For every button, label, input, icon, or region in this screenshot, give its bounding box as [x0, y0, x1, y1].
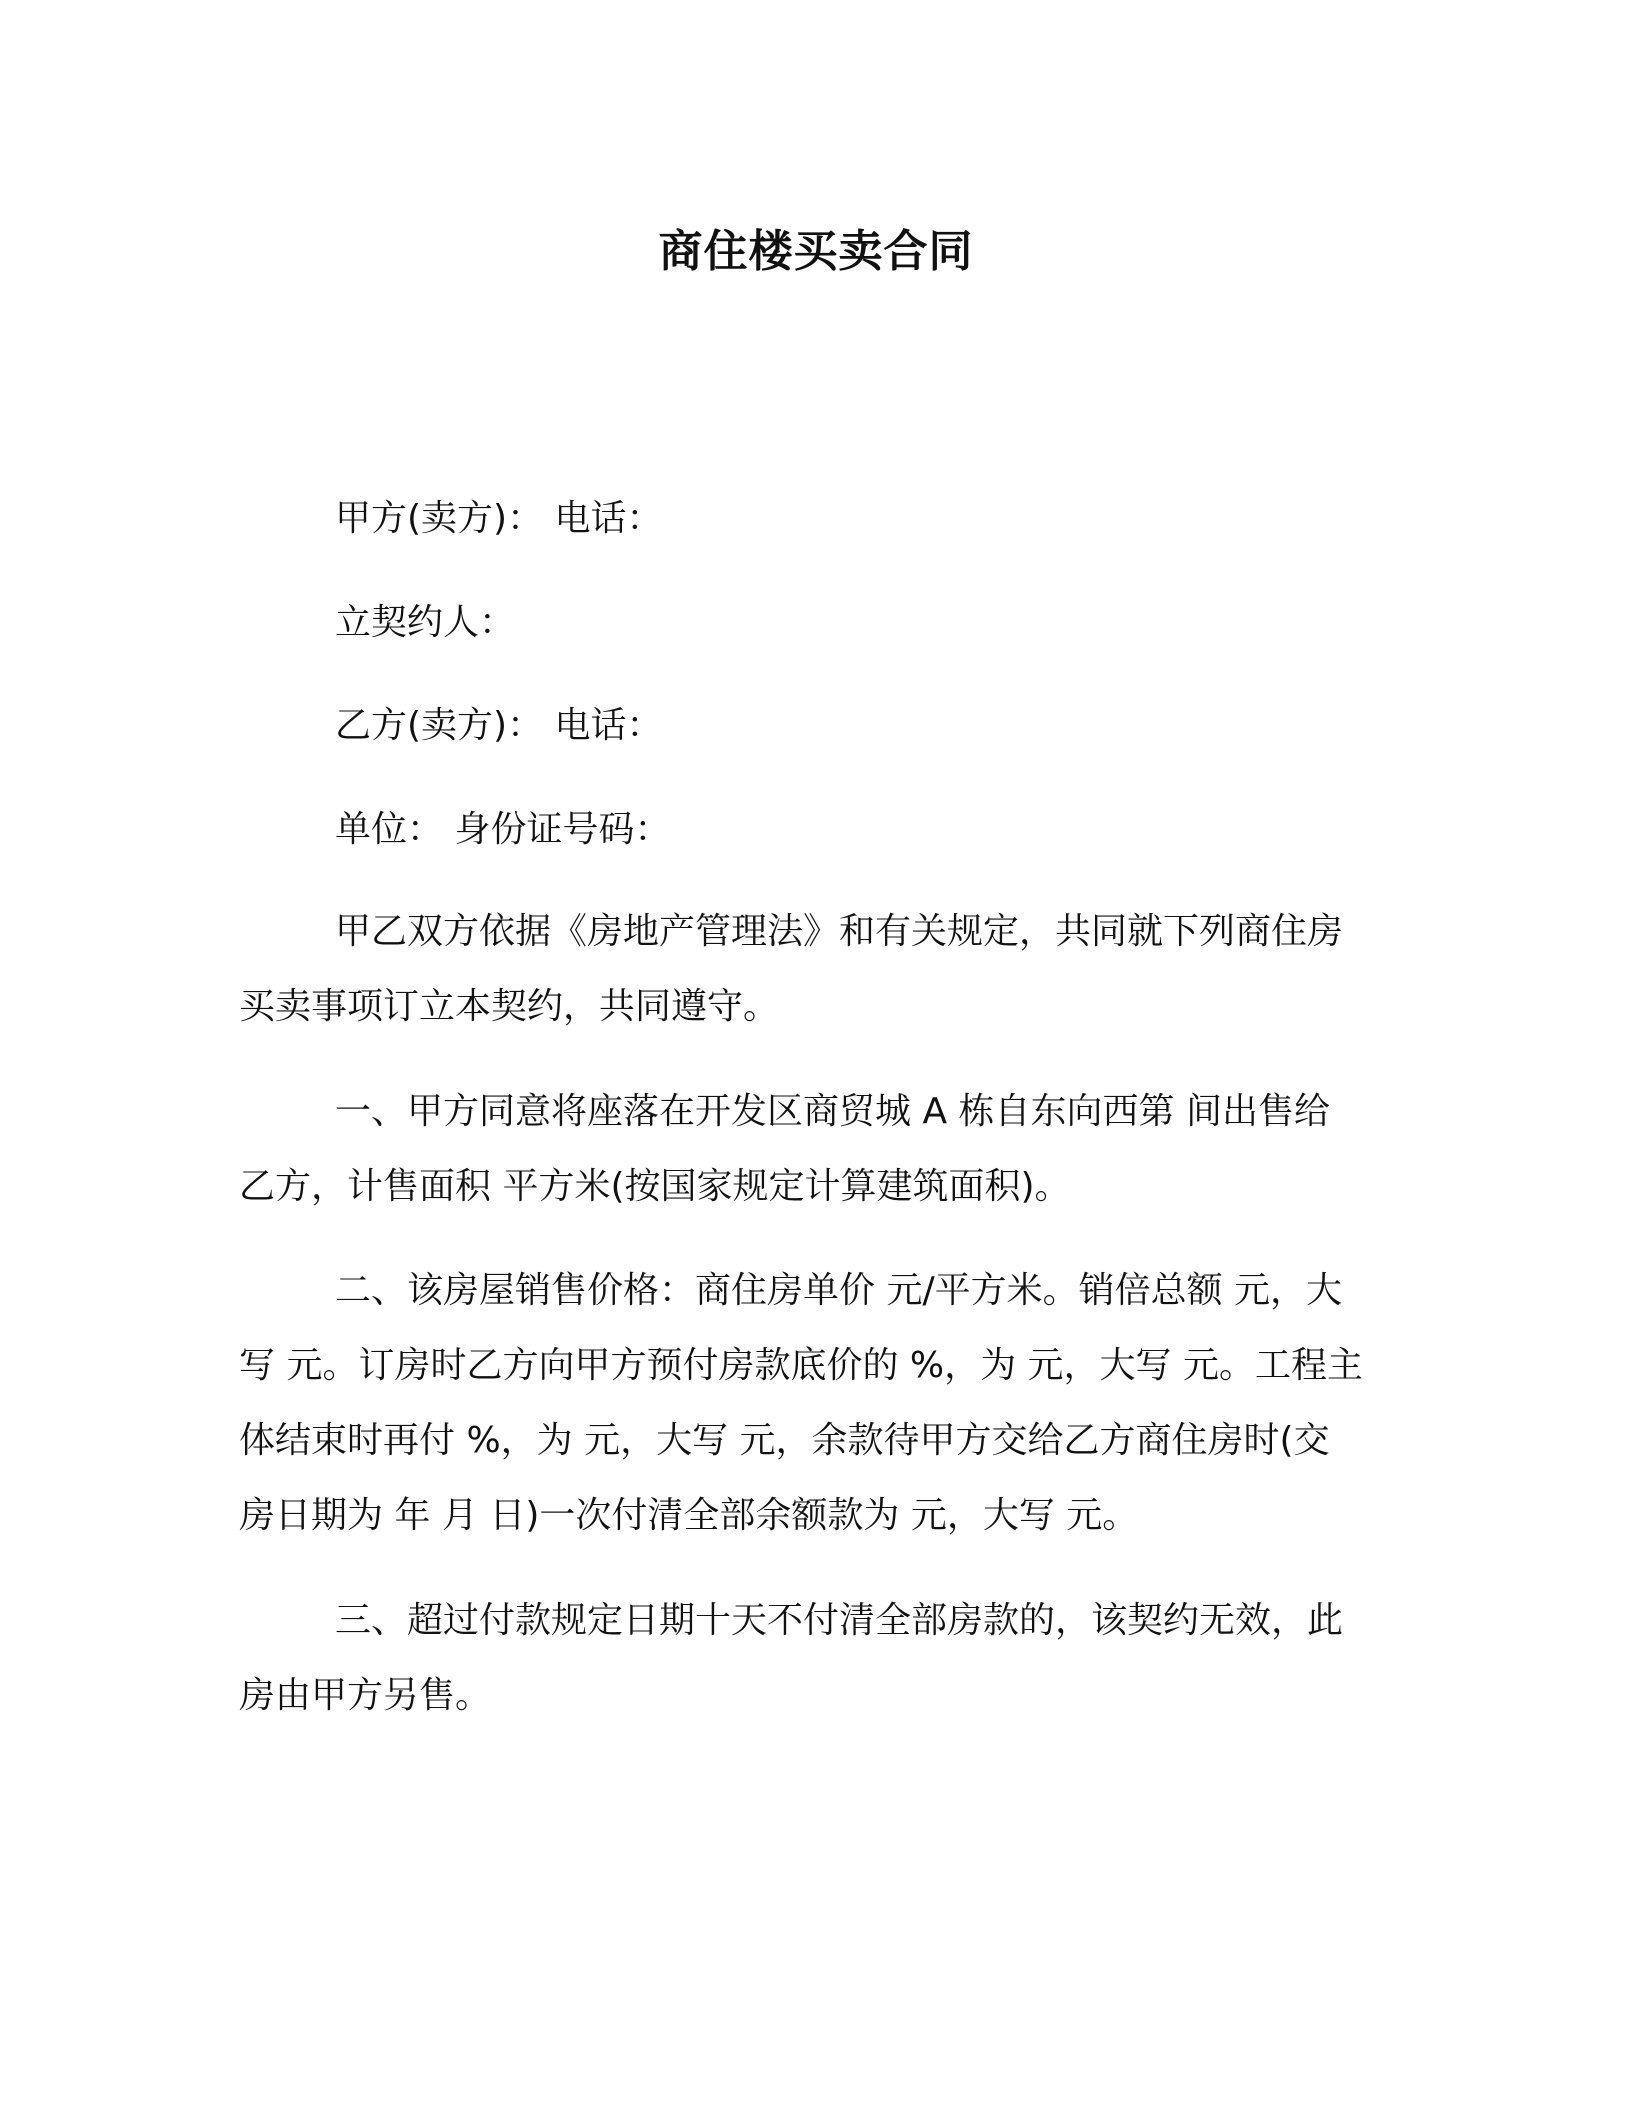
clause-2-line: 体结束时再付 %，为 元，大写 元，余款待甲方交给乙方商住房时(交 — [239, 1420, 1330, 1461]
field-party-b: 乙方(卖方)： 电话： — [335, 705, 663, 746]
clause-2-line: 房日期为 年 月 日)一次付清全部余额款为 元，大写 元。 — [239, 1495, 1139, 1536]
field-signatory: 立契约人： — [335, 602, 516, 643]
paragraph-intro-line: 买卖事项订立本契约，共同遵守。 — [239, 986, 780, 1027]
clause-3-line: 三、超过付款规定日期十天不付清全部房款的，该契约无效，此 — [335, 1600, 1344, 1641]
clause-3-line: 房由甲方另售。 — [239, 1675, 492, 1716]
clause-2-line: 二、该房屋销售价格：商住房单价 元/平方米。销倍总额 元，大 — [335, 1270, 1343, 1311]
paragraph-intro-line: 甲乙双方依据《房地产管理法》和有关规定，共同就下列商住房 — [335, 911, 1344, 952]
field-party-a: 甲方(卖方)： 电话： — [335, 498, 663, 539]
clause-2-line: 写 元。订房时乙方向甲方预付房款底价的 %，为 元，大写 元。工程主 — [239, 1345, 1363, 1386]
document-title: 商住楼买卖合同 — [658, 226, 974, 277]
clause-1-line: 一、甲方同意将座落在开发区商贸城 A 栋自东向西第 间出售给 — [335, 1091, 1330, 1132]
clause-1-line: 乙方，计售面积 平方米(按国家规定计算建筑面积)。 — [239, 1166, 1071, 1207]
field-unit-id: 单位： 身份证号码： — [335, 809, 671, 850]
